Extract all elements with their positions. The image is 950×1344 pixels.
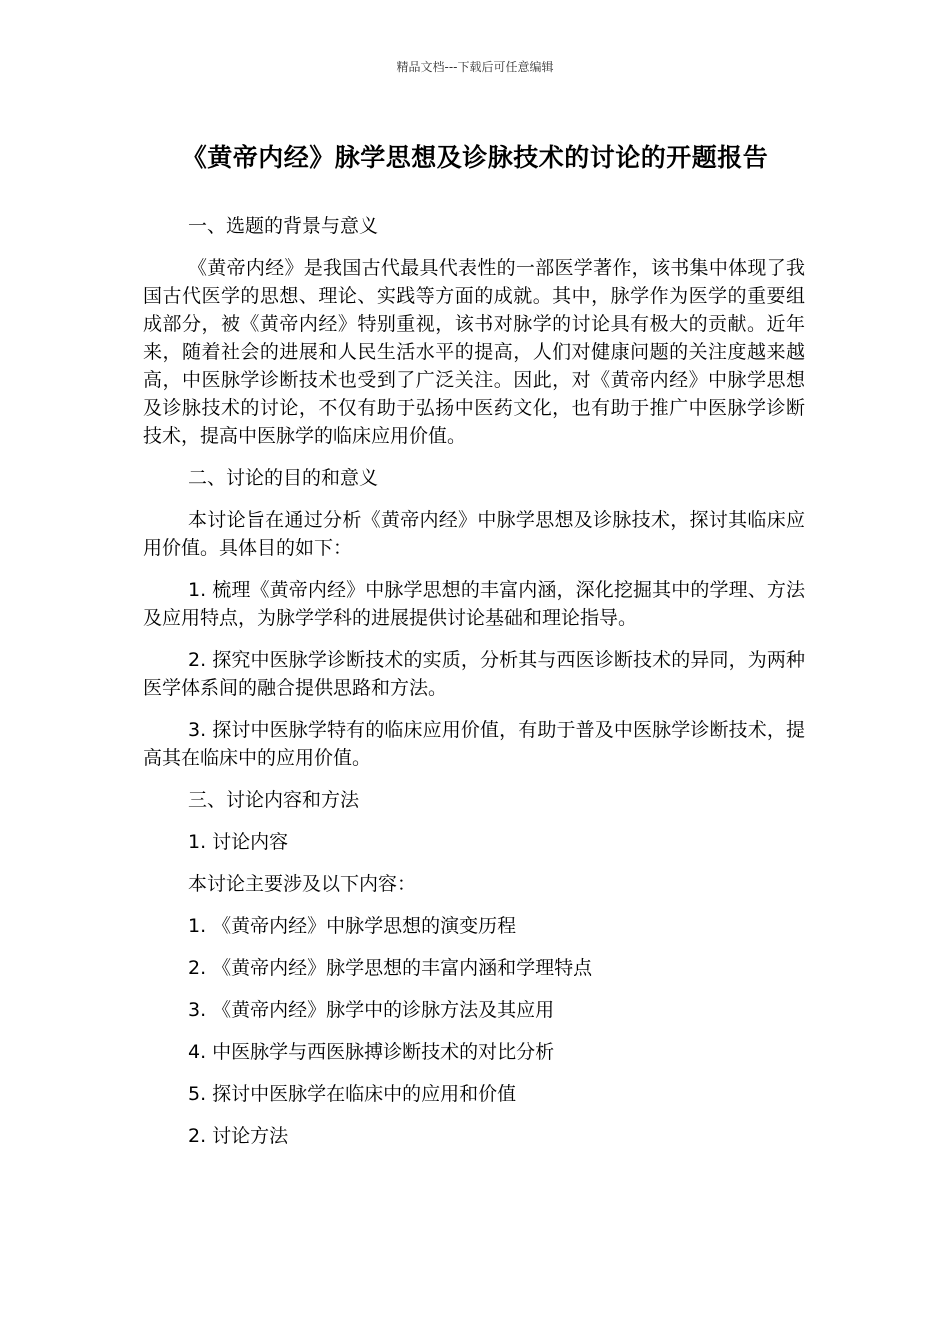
content-item-5: 5. 探讨中医脉学在临床中的应用和价值: [188, 1083, 517, 1105]
paragraph-purpose-intro: 本讨论旨在通过分析《黄帝内经》中脉学思想及诊脉技术，探讨其临床应用价值。具体目的如下：: [143, 509, 805, 559]
purpose-item-2: 2. 探究中医脉学诊断技术的实质，分析其与西医诊断技术的异同，为两种医学体系间的融合提供思路和方法。: [143, 649, 805, 699]
content-item-2: 2. 《黄帝内经》脉学思想的丰富内涵和学理特点: [188, 957, 593, 979]
section-heading-purpose: 二、讨论的目的和意义: [188, 467, 379, 489]
content-item-3: 3. 《黄帝内经》脉学中的诊脉方法及其应用: [188, 999, 555, 1021]
header-note: 精品文档---下载后可任意编辑: [396, 60, 554, 74]
subsection-heading-content: 1. 讨论内容: [188, 831, 289, 853]
subsection-heading-method: 2. 讨论方法: [188, 1125, 289, 1147]
document-title: 《黄帝内经》脉学思想及诊脉技术的讨论的开题报告: [181, 143, 769, 172]
content-item-1: 1. 《黄帝内经》中脉学思想的演变历程: [188, 915, 517, 937]
paragraph-content-intro: 本讨论主要涉及以下内容：: [188, 873, 417, 895]
purpose-item-1: 1. 梳理《黄帝内经》中脉学思想的丰富内涵，深化挖掘其中的学理、方法及应用特点，为脉学学科的进展提供讨论基础和理论指导。: [143, 579, 805, 629]
section-heading-background: 一、选题的背景与意义: [188, 215, 379, 237]
paragraph-background: 《黄帝内经》是我国古代最具代表性的一部医学著作，该书集中体现了我国古代医学的思想、理论、实践等方面的成就。其中，脉学作为医学的重要组成部分，被《黄帝内经》特别重视，该书对脉学的讨论具有极大的贡献。近年来，随着社会的进展和人民生活水平的提高，人们对健康问题的关注度越来越高，中医脉学诊断技术也受到了广泛关注。因此，对《黄帝内经》中脉学思想及诊脉技术的讨论，不仅有助于弘扬中医药文化，也有助于推广中医脉学诊断技术，提高中医脉学的临床应用价值。: [143, 257, 805, 447]
purpose-item-3: 3. 探讨中医脉学特有的临床应用价值，有助于普及中医脉学诊断技术，提高其在临床中的应用价值。: [143, 719, 805, 769]
document-body: [143, 212, 805, 1164]
content-item-4: 4. 中医脉学与西医脉搏诊断技术的对比分析: [188, 1041, 555, 1063]
section-heading-content-method: 三、讨论内容和方法: [188, 789, 360, 811]
